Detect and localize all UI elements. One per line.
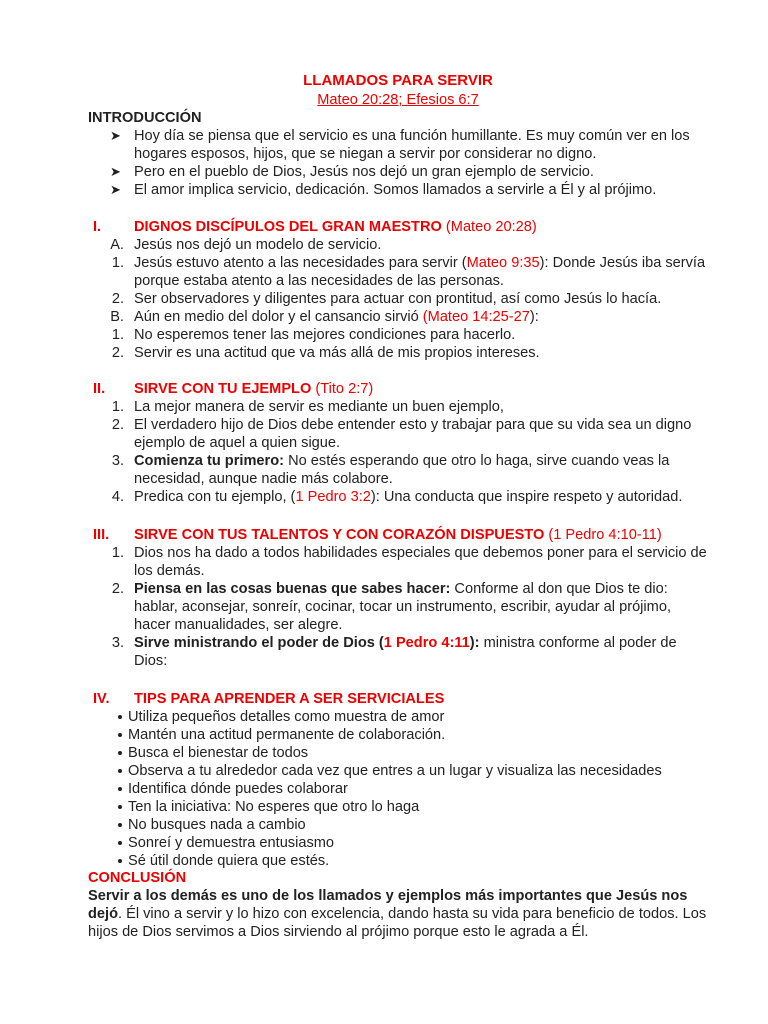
tip-item: Identifica dónde puedes colaborar: [88, 780, 708, 798]
document-title: LLAMADOS PARA SERVIR: [303, 72, 493, 89]
roman-numeral: II.: [93, 381, 106, 397]
list-item: 1. No esperemos tener las mejores condiciones para hacerlo.: [111, 327, 516, 343]
bullet-dot-icon: [118, 787, 122, 791]
section-3-heading: III. SIRVE CON TUS TALENTOS Y CON CORAZÓN DISPUESTO (1 Pedro 4:10-11): [93, 527, 662, 543]
section-1: [88, 218, 708, 362]
list-item: 2. Ser observadores y diligentes para actuar con prontitud, así como Jesús lo hacía.: [111, 291, 662, 307]
list-item: 4. Predica con tu ejemplo, (1 Pedro 3:2): Una conducta que inspire respeto y autoridad.: [111, 489, 683, 505]
conclusion: [88, 869, 708, 941]
bible-reference: 1 Pedro 4:11: [383, 635, 470, 651]
tip-item: Observa a tu alrededor cada vez que entres a un lugar y visualiza las necesidades: [88, 762, 708, 780]
section-3: [88, 526, 708, 670]
tip-item: Sonreí y demuestra entusiasmo: [88, 834, 708, 852]
tip-item: No busques nada a cambio: [88, 816, 708, 834]
bullet-dot-icon: [118, 823, 122, 827]
bible-reference: (Mateo 14:25-27: [422, 309, 530, 325]
list-item: A. Jesús nos dejó un modelo de servicio.: [110, 237, 382, 253]
bullet-dot-icon: [118, 805, 122, 809]
tip-item: Utiliza pequeños detalles como muestra de amor: [88, 708, 708, 726]
conclusion-paragraph: Servir a los demás es uno de los llamados y ejemplos más importantes que Jesús nos dejó. Él vino a servir y lo hizo con excelencia, dando hasta su vida para beneficio de todos. Los hijos de Dios servimos a Dios sirviendo al prójimo porque esto le agrada a Él.: [88, 888, 707, 940]
bible-reference: (Mateo 20:28): [445, 219, 537, 235]
bullet-dot-icon: [118, 751, 122, 755]
list-item: 2. Piensa en las cosas buenas que sabes hacer: Conforme al don que Dios te dio: hablar, aconsejar, sonreír, cocinar, tocar un instrumento, escribir, ayudar al prójimo, hacer manualidades, ser alegre.: [111, 581, 671, 633]
intro-item: ➤ El amor implica servicio, dedicación. Somos llamados a servirle a Él y al prójimo.: [110, 182, 657, 198]
arrow-bullet-icon: ➤: [110, 182, 121, 197]
roman-numeral: III.: [93, 527, 110, 543]
list-item: B. Aún en medio del dolor y el cansancio sirvió (Mateo 14:25-27):: [110, 309, 539, 325]
list-item: 1. Jesús estuvo atento a las necesidades para servir (Mateo 9:35): Donde Jesús iba servía porque estaba atento a las necesidades de las personas.: [111, 255, 706, 289]
bullet-dot-icon: [118, 715, 122, 719]
section-4: [88, 690, 708, 870]
roman-numeral: IV.: [93, 691, 110, 707]
list-item: 2. Servir es una actitud que va más allá de mis propios intereses.: [111, 345, 540, 361]
list-item: 3. Comienza tu primero: No estés esperando que otro lo haga, sirve cuando veas la necesidad, aunque nadie más colabore.: [111, 453, 670, 487]
bullet-dot-icon: [118, 841, 122, 845]
document-subtitle: Mateo 20:28; Efesios 6:7: [317, 92, 479, 108]
list-item: 3. Sirve ministrando el poder de Dios (1 Pedro 4:11): ministra conforme al poder de Dios:: [111, 635, 677, 669]
section-2-heading: II. SIRVE CON TU EJEMPLO (Tito 2:7): [93, 381, 374, 397]
bible-reference: Mateo 9:35: [466, 255, 540, 271]
arrow-bullet-icon: ➤: [110, 164, 121, 179]
bible-reference: (1 Pedro 4:10-11): [548, 527, 662, 543]
tip-item: Ten la iniciativa: No esperes que otro lo haga: [88, 798, 708, 816]
bullet-dot-icon: [118, 859, 122, 863]
intro-heading: INTRODUCCIÓN: [88, 110, 202, 126]
section-2: [88, 380, 708, 506]
section-4-heading: IV. TIPS PARA APRENDER A SER SERVICIALES: [93, 691, 445, 707]
tip-item: Mantén una actitud permanente de colaboración.: [88, 726, 708, 744]
intro-item: ➤ Pero en el pueblo de Dios, Jesús nos dejó un gran ejemplo de servicio.: [110, 164, 594, 180]
tip-item: Sé útil donde quiera que estés.: [88, 852, 708, 870]
bible-reference: 1 Pedro 3:2: [295, 489, 371, 505]
bullet-dot-icon: [118, 769, 122, 773]
list-item: 1. Dios nos ha dado a todos habilidades especiales que debemos poner para el servicio de los demás.: [111, 545, 707, 579]
section-1-heading: I. DIGNOS DISCÍPULOS DEL GRAN MAESTRO (Mateo 20:28): [93, 219, 537, 235]
list-item: 2. El verdadero hijo de Dios debe entender esto y trabajar para que su vida sea un digno ejemplo de aquel a quien sigue.: [111, 417, 692, 451]
intro-list: [88, 127, 708, 199]
bullet-dot-icon: [118, 733, 122, 737]
bible-reference: (Tito 2:7): [315, 381, 374, 397]
arrow-bullet-icon: ➤: [110, 128, 121, 143]
roman-numeral: I.: [93, 219, 102, 235]
list-item: 1. La mejor manera de servir es mediante un buen ejemplo,: [111, 399, 504, 415]
conclusion-heading: CONCLUSIÓN: [88, 870, 187, 886]
intro-item: ➤ Hoy día se piensa que el servicio es una función humillante. Es muy común ver en los hogares esposos, hijos, que se niegan a servir por considerar no digno.: [110, 128, 690, 162]
tip-item: Busca el bienestar de todos: [88, 744, 708, 762]
